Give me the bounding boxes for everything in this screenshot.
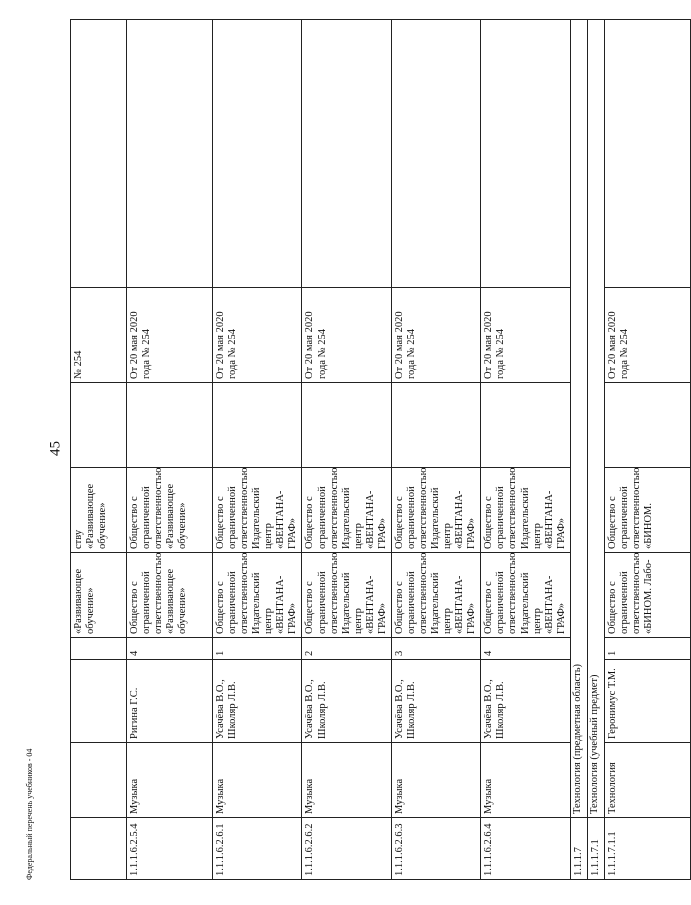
cell-code: 1.1.1.7.1.1 (604, 818, 690, 880)
cell-rightholder: Общество с ограниченной ответственностью Издательский центр «ВЕНТАНА-ГРАФ» (391, 468, 480, 553)
cell-author: Усачёва В.О., Школяр Л.В. (481, 660, 570, 743)
cell-order: От 20 мая 2020 года № 254 (604, 288, 690, 383)
cell-empty (302, 383, 391, 468)
cell-order: От 20 мая 2020 года № 254 (391, 288, 480, 383)
rotated-table-wrapper (70, 20, 655, 880)
cell-code: 1.1.1.6.2.6.1 (213, 818, 302, 880)
cell-rightholder: Общество с ограниченной ответственностью Издательский центр «ВЕНТАНА-ГРАФ» (481, 468, 570, 553)
cell-grade: 4 (127, 638, 213, 660)
cell-publisher: Общество с ограниченной ответственностью Издательский центр «ВЕНТАНА-ГРАФ» (391, 553, 480, 638)
cell-subject: Музыка (127, 743, 213, 818)
textbook-table (70, 19, 691, 880)
cell-publisher: Общество с ограниченной ответственностью «БИНОМ. Лабо- (604, 553, 690, 638)
cell-grade: 3 (391, 638, 480, 660)
cell-order: № 254 (71, 288, 127, 383)
cell-code: 1.1.1.6.2.6.4 (481, 818, 570, 880)
cell-blank (71, 20, 127, 288)
cell-author: Ригина Г.С. (127, 660, 213, 743)
cell-rightholder: Общество с ограниченной ответственностью «БИНОМ. (604, 468, 690, 553)
cell-empty (71, 383, 127, 468)
cell-author: Усачёва В.О., Школяр Л.В. (213, 660, 302, 743)
cell-empty (213, 383, 302, 468)
cell-code: 1.1.1.7 (570, 818, 587, 880)
footer-text: Федеральный перечень учебников - 04 (25, 748, 34, 880)
cell-publisher: Общество с ограниченной ответственностью Издательский центр «ВЕНТАНА-ГРАФ» (213, 553, 302, 638)
cell-order: От 20 мая 2020 года № 254 (302, 288, 391, 383)
cell-author: Усачёва В.О., Школяр Л.В. (302, 660, 391, 743)
page-number: 45 (47, 441, 64, 456)
cell-publisher: Общество с ограниченной ответственностью Издательский центр «ВЕНТАНА-ГРАФ» (302, 553, 391, 638)
cell-blank (481, 20, 570, 288)
cell-subject: Музыка (481, 743, 570, 818)
cell-grade (71, 638, 127, 660)
cell-subject: Технология (604, 743, 690, 818)
cell-blank (604, 20, 690, 288)
cell-author: Усачёва В.О., Школяр Л.В. (391, 660, 480, 743)
cell-grade: 2 (302, 638, 391, 660)
cell-blank (213, 20, 302, 288)
table-row (481, 20, 570, 880)
cell-rightholder: ству «Развивающее обучение» (71, 468, 127, 553)
cell-code: 1.1.1.7.1 (587, 818, 604, 880)
section-row-area (570, 20, 587, 880)
cell-author (71, 660, 127, 743)
cell-order: От 20 мая 2020 года № 254 (213, 288, 302, 383)
cell-blank (302, 20, 391, 288)
cell-code: 1.1.1.6.2.6.3 (391, 818, 480, 880)
table-row (391, 20, 480, 880)
cell-order: От 20 мая 2020 года № 254 (481, 288, 570, 383)
cell-order: От 20 мая 2020 года № 254 (127, 288, 213, 383)
cell-publisher: Общество с ограниченной ответственностью «Развивающее обучение» (127, 553, 213, 638)
section-row-subject (587, 20, 604, 880)
cell-section-title: Технология (предметная область) (570, 20, 587, 818)
cell-code: 1.1.1.6.2.5.4 (127, 818, 213, 880)
table-row (302, 20, 391, 880)
cell-grade: 4 (481, 638, 570, 660)
table-row (127, 20, 213, 880)
cell-rightholder: Общество с ограниченной ответственностью Издательский центр «ВЕНТАНА-ГРАФ» (302, 468, 391, 553)
table-row (213, 20, 302, 880)
cell-grade: 1 (604, 638, 690, 660)
cell-empty (391, 383, 480, 468)
cell-publisher: Общество с ограниченной ответственностью Издательский центр «ВЕНТАНА-ГРАФ» (481, 553, 570, 638)
cell-empty (481, 383, 570, 468)
cell-blank (391, 20, 480, 288)
table-row (71, 20, 127, 880)
cell-subject: Музыка (213, 743, 302, 818)
cell-code (71, 818, 127, 880)
cell-rightholder: Общество с ограниченной ответственностью «Развивающее обучение» (127, 468, 213, 553)
cell-rightholder: Общество с ограниченной ответственностью Издательский центр «ВЕНТАНА-ГРАФ» (213, 468, 302, 553)
cell-empty (604, 383, 690, 468)
cell-blank (127, 20, 213, 288)
cell-code: 1.1.1.6.2.6.2 (302, 818, 391, 880)
cell-grade: 1 (213, 638, 302, 660)
cell-publisher: «Развивающее обучение» (71, 553, 127, 638)
cell-author: Геронимус Т.М. (604, 660, 690, 743)
cell-subject: Музыка (302, 743, 391, 818)
cell-subject (71, 743, 127, 818)
table-row (604, 20, 690, 880)
cell-subject: Музыка (391, 743, 480, 818)
cell-section-title: Технология (учебный предмет) (587, 20, 604, 818)
cell-empty (127, 383, 213, 468)
